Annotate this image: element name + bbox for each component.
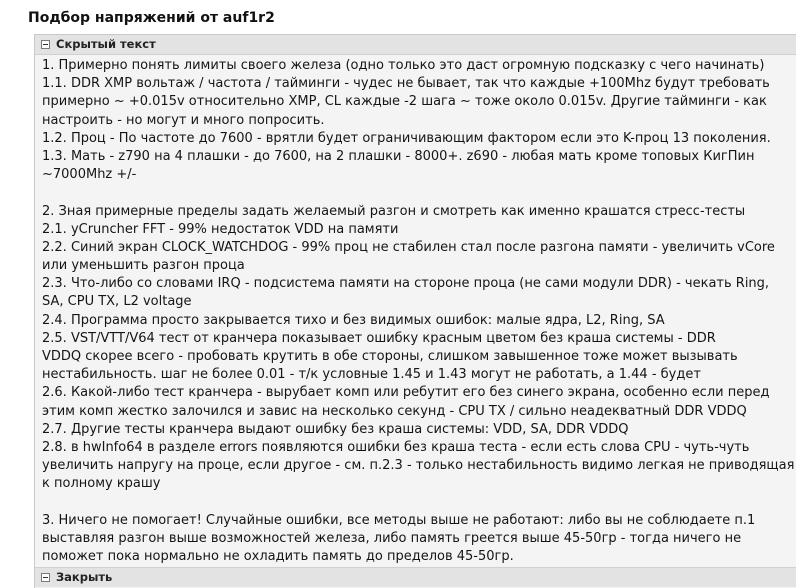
text-line: SA, CPU TX, L2 voltage bbox=[42, 294, 192, 310]
text-line: 2.3. Что-либо со словами IRQ - подсистема памяти на стороне проца (не сами модули DDR) - чекать Ring, bbox=[42, 276, 770, 292]
post-title: Подбор напряжений от auf1r2 bbox=[28, 10, 275, 26]
collapse-minus-icon[interactable] bbox=[41, 40, 50, 49]
text-line: 2.4. Программа просто закрывается тихо и без видимых ошибок: малые ядра, L2, Ring, SA bbox=[42, 312, 665, 328]
spoiler-toggle-header[interactable] bbox=[35, 35, 796, 55]
text-line: VDDQ скорее всего - пробовать крутить в обе стороны, слишком завышенное тоже может вызывать bbox=[42, 349, 738, 364]
text-line: выставляя разгон выше возможностей железа, либо память греется выше 45-50гр - тогда ничего не bbox=[42, 530, 742, 546]
text-line: 1.2. Проц - По частоте до 7600 - врятли будет ограничивающим фактором если это K-проц 13 поколения. bbox=[42, 130, 771, 146]
text-line: примерно ~ +0.015v относительно XMP, CL каждые -2 шага ~ тоже около 0.015v. Другие тайминги - как bbox=[42, 94, 767, 110]
spoiler-header-label[interactable]: Скрытый текст bbox=[56, 37, 156, 51]
blank-line bbox=[42, 184, 796, 202]
spoiler-block bbox=[34, 34, 796, 588]
text-line: увеличить напругу на проце, если другое - см. п.2.3 - только нестабильность видимо легкая не приводящая bbox=[42, 458, 795, 474]
text-line: 1.3. Мать - z790 на 4 плашки - до 7600, на 2 плашки - 8000+. z690 - любая мать кроме топовых КигПин bbox=[42, 148, 755, 164]
text-line: 3. Ничего не помогает! Случайные ошибки, все методы выше не работают: либо вы не соблюдаете п.1 bbox=[42, 512, 756, 528]
text-line: настроить - но могут и много попросить. bbox=[42, 112, 325, 128]
text-line: 2.2. Синий экран CLOCK_WATCHDOG - 99% проц не стабилен стал после разгона памяти - увеличить vCore bbox=[42, 239, 775, 255]
text-line: ~7000Mhz +/- bbox=[42, 167, 137, 183]
text-line: поможет пока нормально не охладить память до пределов 45-50гр. bbox=[42, 549, 514, 565]
text-line: или уменьшить разгон проца bbox=[42, 258, 245, 274]
spoiler-close-label[interactable]: Закрыть bbox=[56, 570, 113, 584]
text-line: к полному крашу bbox=[42, 476, 161, 492]
text-line: нестабильность. шаг не более 0.01 - т/к условные 1.45 и 1.43 могут не работать, а 1.44 - будет bbox=[42, 367, 701, 383]
text-line: 1. Примерно понять лимиты своего железа (одно только это даст огромную подсказку с чего начинать) bbox=[42, 58, 765, 73]
text-line: 2.8. в hwInfo64 в разделе errors появляются ошибки без краша теста - если есть слова CPU - чуть-чуть bbox=[42, 439, 750, 455]
spoiler-content bbox=[42, 57, 796, 566]
text-line: этим комп жестко залочился и завис на несколько секунд - CPU TX / сильно неадекватный DDR VDDQ bbox=[42, 403, 747, 419]
text-line: 2.1. yCruncher FFT - 99% недостаток VDD на памяти bbox=[42, 221, 399, 237]
text-line: 2.6. Какой-либо тест кранчера - вырубает комп или ребутит его без синего экрана, особенно если перед bbox=[42, 385, 770, 401]
text-line: 2.5. VST/VTT/V64 тест от кранчера показывает ошибку красным цветом без краша системы - DDR bbox=[42, 330, 716, 346]
text-line: 2.7. Другие тесты кранчера выдают ошибку без краша системы: VDD, SA, DDR VDDQ bbox=[42, 421, 629, 437]
spoiler-close-footer[interactable] bbox=[35, 567, 796, 587]
blank-line bbox=[42, 494, 796, 512]
text-line: 2. Зная примерные пределы задать желаемый разгон и смотреть как именно крашатся стресс-тесты bbox=[42, 203, 746, 219]
text-line: 1.1. DDR XMP вольтаж / частота / тайминги - чудес не бывает, так что каждые +100Mhz будут требовать bbox=[42, 76, 770, 92]
collapse-minus-icon[interactable] bbox=[41, 573, 50, 582]
